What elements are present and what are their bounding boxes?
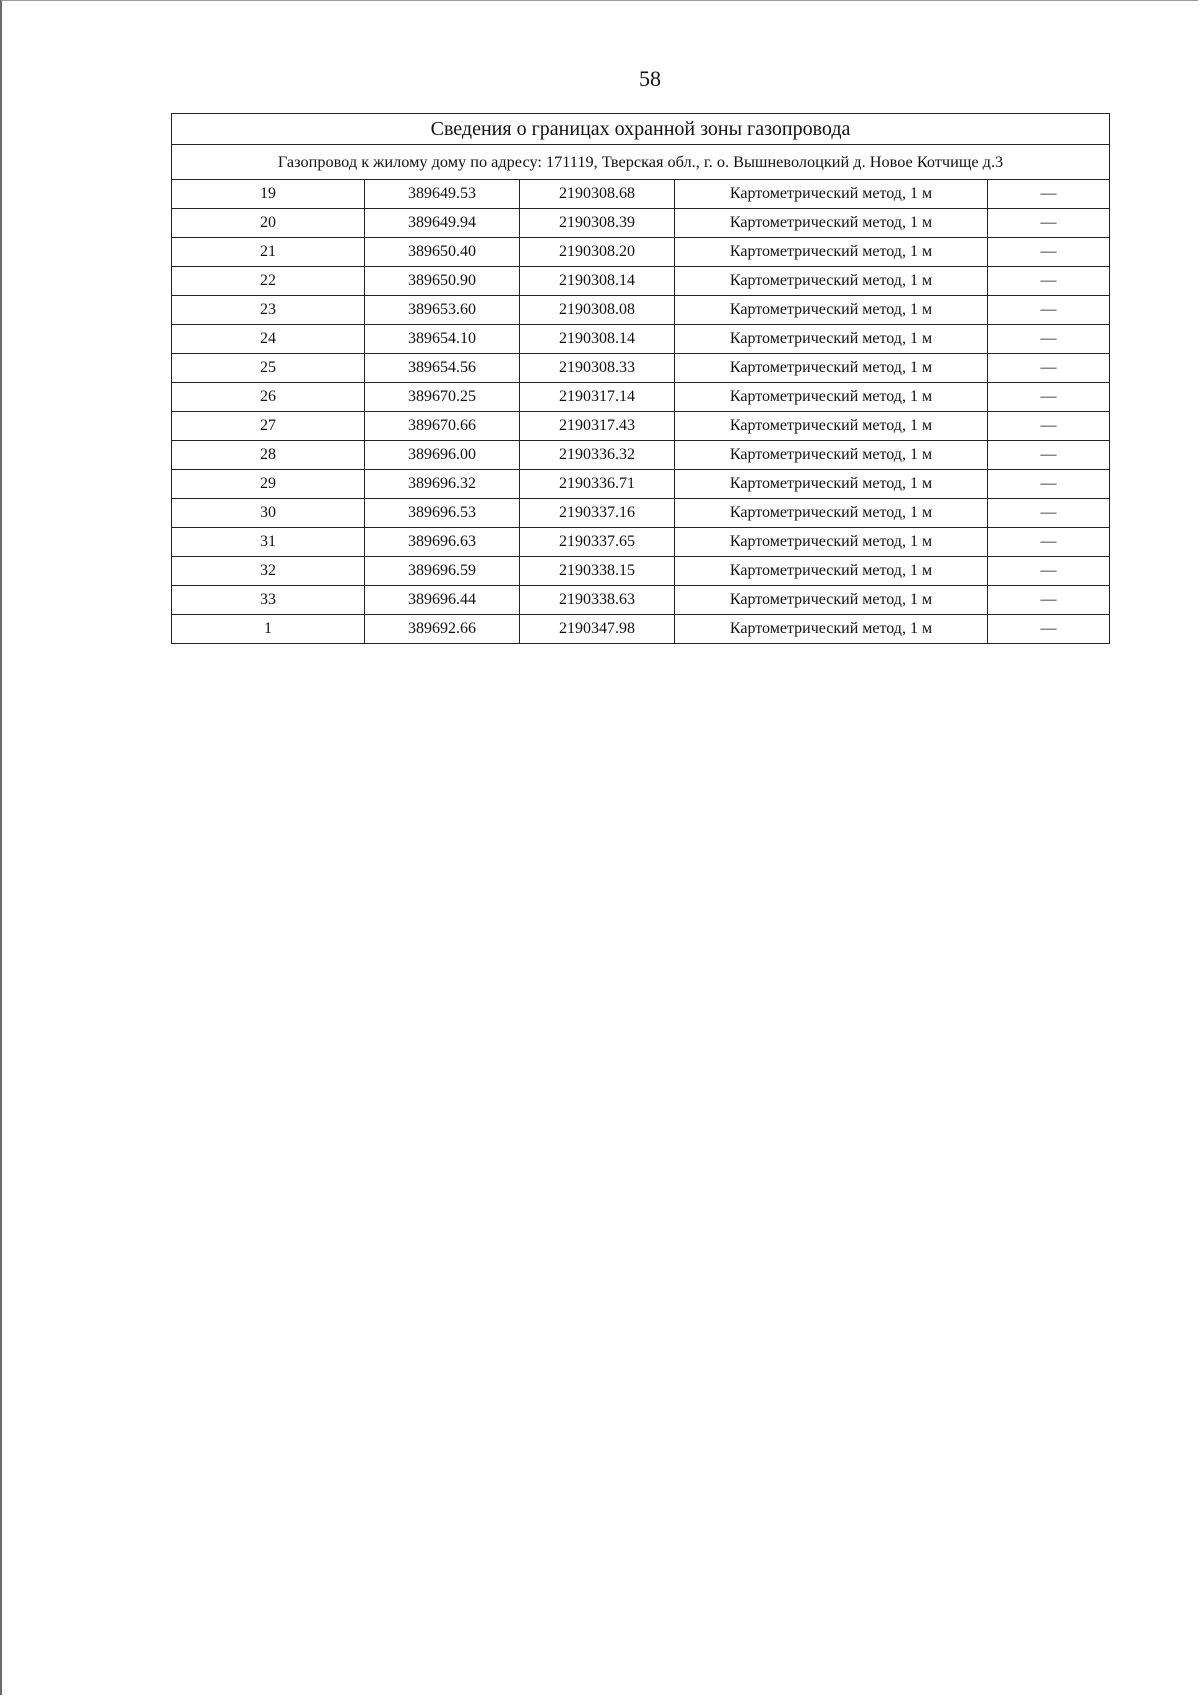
x-coordinate-cell: 389649.94: [365, 209, 520, 238]
x-coordinate-cell: 389696.53: [365, 499, 520, 528]
note-cell: —: [988, 557, 1110, 586]
y-coordinate-cell: 2190308.14: [520, 267, 675, 296]
method-cell: Картометрический метод, 1 м: [675, 238, 988, 267]
point-number-cell: 27: [172, 412, 365, 441]
note-cell: —: [988, 296, 1110, 325]
method-cell: Картометрический метод, 1 м: [675, 296, 988, 325]
point-number-cell: 26: [172, 383, 365, 412]
x-coordinate-cell: 389696.63: [365, 528, 520, 557]
table-row: [172, 267, 1110, 296]
point-number-cell: 1: [172, 615, 365, 644]
note-cell: —: [988, 441, 1110, 470]
y-coordinate-cell: 2190336.32: [520, 441, 675, 470]
x-coordinate-cell: 389670.25: [365, 383, 520, 412]
note-cell: —: [988, 180, 1110, 209]
method-cell: Картометрический метод, 1 м: [675, 615, 988, 644]
method-cell: Картометрический метод, 1 м: [675, 470, 988, 499]
point-number-cell: 22: [172, 267, 365, 296]
x-coordinate-cell: 389654.10: [365, 325, 520, 354]
table-row: [172, 325, 1110, 354]
method-cell: Картометрический метод, 1 м: [675, 586, 988, 615]
note-cell: —: [988, 267, 1110, 296]
point-number-cell: 25: [172, 354, 365, 383]
point-number-cell: 30: [172, 499, 365, 528]
method-cell: Картометрический метод, 1 м: [675, 180, 988, 209]
page-number: 58: [639, 66, 661, 91]
point-number-cell: 33: [172, 586, 365, 615]
x-coordinate-cell: 389696.00: [365, 441, 520, 470]
point-number-cell: 24: [172, 325, 365, 354]
y-coordinate-cell: 2190308.08: [520, 296, 675, 325]
note-cell: —: [988, 470, 1110, 499]
y-coordinate-cell: 2190347.98: [520, 615, 675, 644]
x-coordinate-cell: 389649.53: [365, 180, 520, 209]
note-cell: —: [988, 383, 1110, 412]
y-coordinate-cell: 2190308.39: [520, 209, 675, 238]
x-coordinate-cell: 389650.90: [365, 267, 520, 296]
table-row: [172, 441, 1110, 470]
table-row: [172, 615, 1110, 644]
point-number-cell: 23: [172, 296, 365, 325]
y-coordinate-cell: 2190308.68: [520, 180, 675, 209]
note-cell: —: [988, 209, 1110, 238]
y-coordinate-cell: 2190336.71: [520, 470, 675, 499]
note-cell: —: [988, 499, 1110, 528]
y-coordinate-cell: 2190308.33: [520, 354, 675, 383]
note-cell: —: [988, 528, 1110, 557]
table-row: [172, 412, 1110, 441]
protection-zone-table: [171, 113, 1110, 644]
x-coordinate-cell: 389696.32: [365, 470, 520, 499]
y-coordinate-cell: 2190308.20: [520, 238, 675, 267]
table-subtitle-row: [172, 145, 1110, 180]
y-coordinate-cell: 2190338.63: [520, 586, 675, 615]
x-coordinate-cell: 389696.44: [365, 586, 520, 615]
method-cell: Картометрический метод, 1 м: [675, 499, 988, 528]
y-coordinate-cell: 2190337.65: [520, 528, 675, 557]
table-row: [172, 470, 1110, 499]
method-cell: Картометрический метод, 1 м: [675, 528, 988, 557]
table-row: [172, 354, 1110, 383]
table-row: [172, 180, 1110, 209]
table-row: [172, 557, 1110, 586]
x-coordinate-cell: 389670.66: [365, 412, 520, 441]
note-cell: —: [988, 615, 1110, 644]
table-subtitle: Газопровод к жилому дому по адресу: 171119, Тверская обл., г. о. Вышневолоцкий д. Новое Котчище д.3: [172, 145, 1110, 180]
y-coordinate-cell: 2190338.15: [520, 557, 675, 586]
table-row: [172, 383, 1110, 412]
x-coordinate-cell: 389654.56: [365, 354, 520, 383]
table-row: [172, 528, 1110, 557]
method-cell: Картометрический метод, 1 м: [675, 441, 988, 470]
table-title-row: [172, 114, 1110, 145]
note-cell: —: [988, 412, 1110, 441]
point-number-cell: 28: [172, 441, 365, 470]
y-coordinate-cell: 2190317.43: [520, 412, 675, 441]
method-cell: Картометрический метод, 1 м: [675, 383, 988, 412]
table-row: [172, 238, 1110, 267]
method-cell: Картометрический метод, 1 м: [675, 325, 988, 354]
table-row: [172, 209, 1110, 238]
x-coordinate-cell: 389696.59: [365, 557, 520, 586]
method-cell: Картометрический метод, 1 м: [675, 267, 988, 296]
y-coordinate-cell: 2190337.16: [520, 499, 675, 528]
y-coordinate-cell: 2190308.14: [520, 325, 675, 354]
x-coordinate-cell: 389692.66: [365, 615, 520, 644]
point-number-cell: 20: [172, 209, 365, 238]
method-cell: Картометрический метод, 1 м: [675, 354, 988, 383]
method-cell: Картометрический метод, 1 м: [675, 557, 988, 586]
note-cell: —: [988, 238, 1110, 267]
note-cell: —: [988, 325, 1110, 354]
point-number-cell: 32: [172, 557, 365, 586]
method-cell: Картометрический метод, 1 м: [675, 209, 988, 238]
note-cell: —: [988, 354, 1110, 383]
note-cell: —: [988, 586, 1110, 615]
table-title: Сведения о границах охранной зоны газопровода: [172, 114, 1110, 145]
table-row: [172, 499, 1110, 528]
point-number-cell: 29: [172, 470, 365, 499]
point-number-cell: 21: [172, 238, 365, 267]
method-cell: Картометрический метод, 1 м: [675, 412, 988, 441]
table-row: [172, 296, 1110, 325]
y-coordinate-cell: 2190317.14: [520, 383, 675, 412]
point-number-cell: 31: [172, 528, 365, 557]
x-coordinate-cell: 389653.60: [365, 296, 520, 325]
point-number-cell: 19: [172, 180, 365, 209]
x-coordinate-cell: 389650.40: [365, 238, 520, 267]
table-row: [172, 586, 1110, 615]
